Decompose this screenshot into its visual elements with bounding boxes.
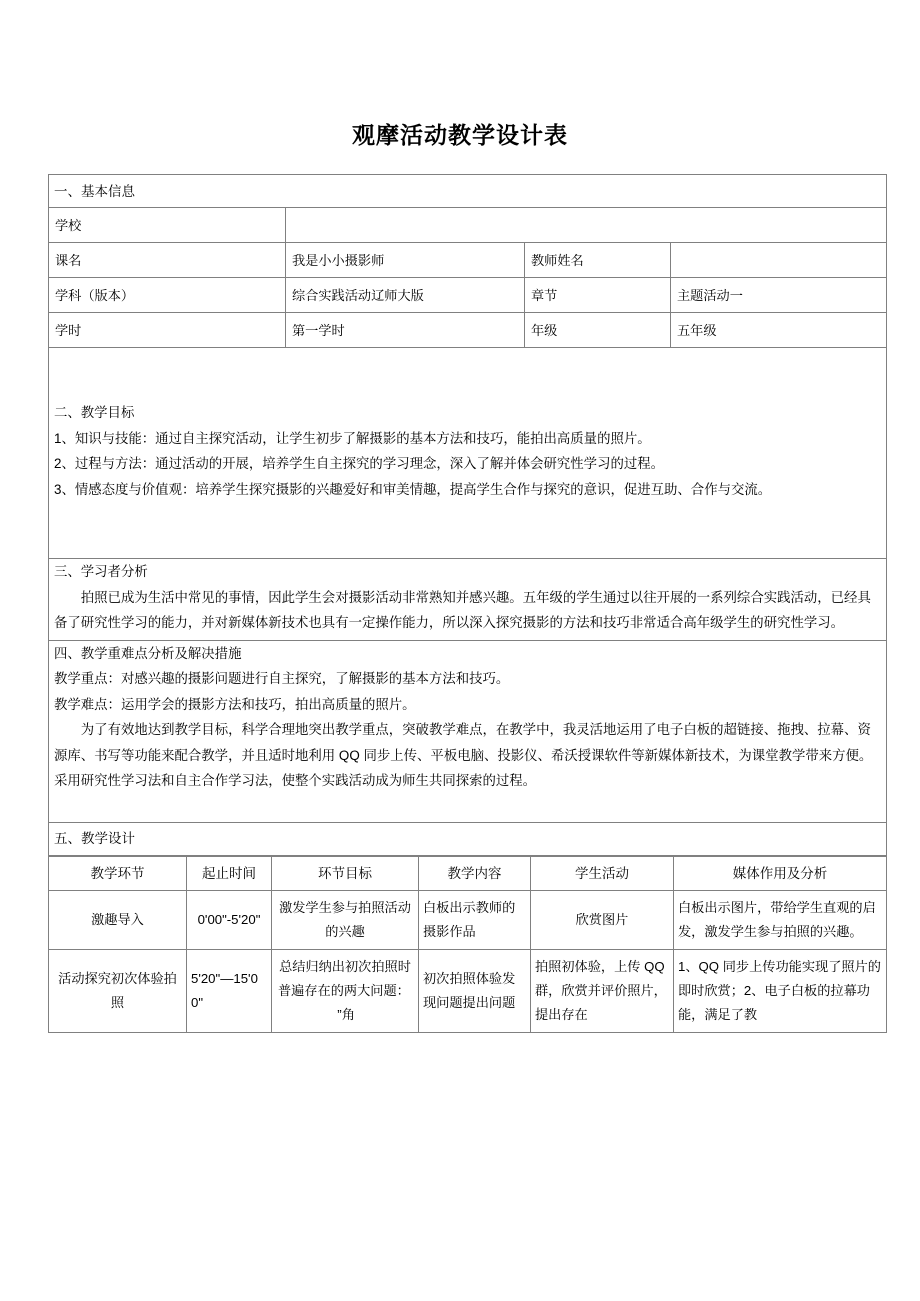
objective-line-2: 2、过程与方法：通过活动的开展，培养学生自主探究的学习理念，深入了解并体会研究性学习的过程。	[54, 456, 665, 471]
period-value[interactable]: 第一学时	[286, 313, 525, 348]
column-header-stage: 教学环节	[49, 856, 187, 890]
objectives-top-spacer	[54, 348, 881, 400]
goal-cell: 激发学生参与拍照活动的兴趣	[272, 890, 419, 949]
content-cell: 初次拍照体验发现问题提出问题	[419, 949, 531, 1032]
objectives-cell	[49, 348, 887, 559]
activity-cell: 拍照初体验，上传 QQ 群，欣赏并评价照片，提出存在	[531, 949, 674, 1032]
section-heading-basic: 一、基本信息	[49, 175, 887, 208]
table-row	[49, 822, 887, 855]
learner-analysis-cell	[49, 559, 887, 641]
lesson-name-value[interactable]: 我是小小摄影师	[286, 243, 525, 278]
stage-cell: 活动探究初次体验拍照	[49, 949, 187, 1032]
chapter-value[interactable]: 主题活动一	[671, 278, 887, 313]
lesson-name-label: 课名	[49, 243, 286, 278]
objective-line-3: 3、情感态度与价值观：培养学生探究摄影的兴趣爱好和审美情趣，提高学生合作与探究的意识，促进互助、合作与交流。	[54, 481, 772, 497]
page-title: 观摩活动教学设计表	[352, 122, 568, 148]
difficulty-line: 教学难点：运用学会的摄影方法和技巧，拍出高质量的照片。	[54, 696, 416, 712]
section-heading-focus: 四、教学重难点分析及解决措施	[54, 645, 242, 661]
section-heading-learner: 三、学习者分析	[54, 564, 148, 579]
subject-label: 学科（版本）	[49, 278, 286, 313]
time-cell: 5'20"—15'00"	[187, 949, 272, 1032]
learner-analysis-paragraph: 拍照已成为生活中常见的事情，因此学生会对摄影活动非常熟知并感兴趣。五年级的学生通过以往开展的一系列综合实践活动，已经具备了研究性学习的能力，并对新媒体新技术也具有一定操作能力，所以深入探究摄影的方法和技巧非常适合高年级学生的研究性学习。	[54, 589, 871, 630]
table-row	[49, 278, 887, 313]
activity-cell: 欣赏图片	[531, 890, 674, 949]
teacher-name-value[interactable]	[671, 243, 887, 278]
column-header-media: 媒体作用及分析	[674, 856, 887, 890]
teaching-design-table	[48, 856, 887, 1033]
grade-label: 年级	[525, 313, 671, 348]
subject-value[interactable]: 综合实践活动辽师大版	[286, 278, 525, 313]
focus-measures-paragraph: 为了有效地达到教学目标，科学合理地突出教学重点，突破教学难点，在教学中，我灵活地运用了电子白板的超链接、拖拽、拉幕、资源库、书写等功能来配合教学，并且适时地利用 QQ 同步上传、平板电脑、投影仪、希沃授课软件等新媒体新技术，为课堂教学带来方便。采用研究性学习法和自主合作学习法，使整个实践活动成为师生共同探索的过程。	[54, 722, 873, 788]
table-row	[49, 640, 887, 822]
school-label: 学校	[49, 208, 286, 243]
school-value[interactable]	[286, 208, 887, 243]
basic-info-table	[48, 174, 887, 856]
objective-line-1: 1、知识与技能：通过自主探究活动，让学生初步了解摄影的基本方法和技巧，能拍出高质量的照片。	[54, 430, 651, 446]
focus-difficulty-cell	[49, 640, 887, 822]
column-header-content: 教学内容	[419, 856, 531, 890]
section-heading-objectives: 二、教学目标	[54, 405, 135, 420]
table-row	[49, 348, 887, 559]
section-heading-design: 五、教学设计	[49, 822, 887, 855]
key-point-line: 教学重点：对感兴趣的摄影问题进行自主探究，了解摄影的基本方法和技巧。	[54, 671, 510, 686]
table-header-row	[49, 856, 887, 890]
objectives-bottom-spacer	[54, 502, 881, 554]
stage-cell: 激趣导入	[49, 890, 187, 949]
table-row	[49, 175, 887, 208]
media-cell: 1、QQ 同步上传功能实现了照片的即时欣赏；2、电子白板的拉幕功能，满足了教	[674, 949, 887, 1032]
table-row	[49, 208, 887, 243]
column-header-time: 起止时间	[187, 856, 272, 890]
goal-cell: 总结归纳出初次拍照时普遍存在的两大问题： ”角	[272, 949, 419, 1032]
time-cell: 0'00"-5'20"	[187, 890, 272, 949]
table-row	[49, 949, 887, 1032]
table-row	[49, 313, 887, 348]
column-header-activity: 学生活动	[531, 856, 674, 890]
title-spacer	[0, 152, 920, 174]
column-header-goal: 环节目标	[272, 856, 419, 890]
content-cell: 白板出示教师的摄影作品	[419, 890, 531, 949]
media-cell: 白板出示图片，带给学生直观的启发，激发学生参与拍照的兴趣。	[674, 890, 887, 949]
table-row	[49, 890, 887, 949]
table-row	[49, 243, 887, 278]
teacher-name-label: 教师姓名	[525, 243, 671, 278]
chapter-label: 章节	[525, 278, 671, 313]
period-label: 学时	[49, 313, 286, 348]
focus-bottom-spacer	[54, 794, 881, 818]
grade-value[interactable]: 五年级	[671, 313, 887, 348]
table-row	[49, 559, 887, 641]
